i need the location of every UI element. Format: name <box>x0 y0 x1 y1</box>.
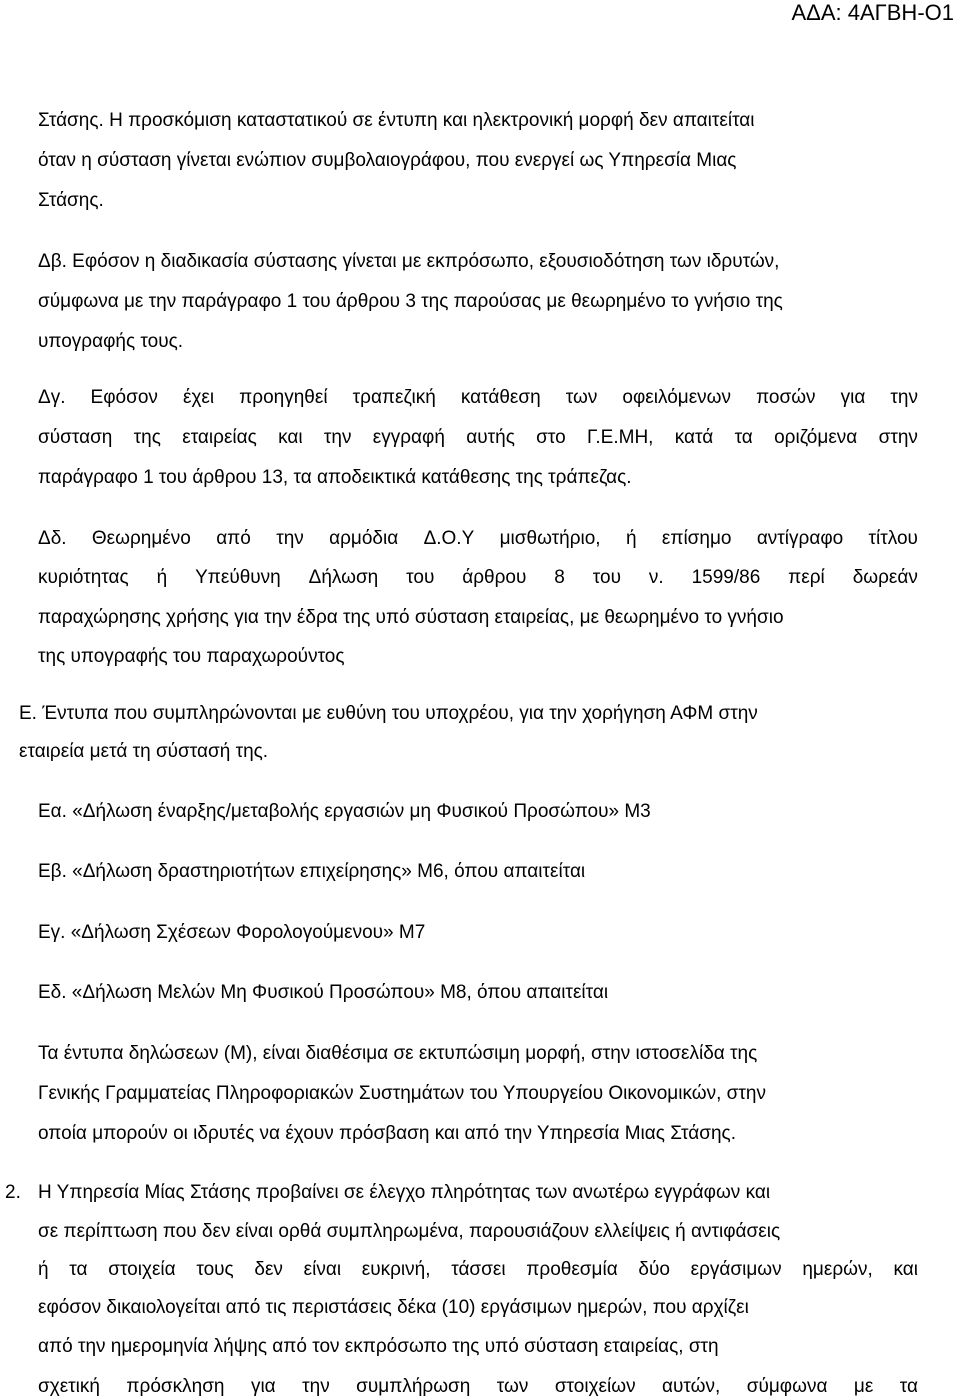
text-line: οποία μπορούν οι ιδρυτές να έχουν πρόσβαση και από την Υπηρεσία Μιας Στάσης. <box>38 1123 736 1144</box>
text-line: παραχώρησης χρήσης για την έδρα της υπό σύσταση εταιρείας, με θεωρημένο το γνήσιο <box>38 607 784 628</box>
text-line: Δδ. Θεωρημένο από την αρμόδια Δ.Ο.Υ μισθωτήριο, ή επίσημο αντίγραφο τίτλου <box>38 528 918 549</box>
text-line: Γενικής Γραμματείας Πληροφοριακών Συστημάτων του Υπουργείου Οικονομικών, στην <box>38 1083 766 1104</box>
text-line: Εβ. «Δήλωση δραστηριοτήτων επιχείρησης» Μ6, όπου απαιτείται <box>38 861 586 882</box>
text-line: ή τα στοιχεία τους δεν είναι ευκρινή, τάσσει προθεσμία δύο εργάσιμων ημερών, και <box>38 1259 918 1280</box>
ada-identifier: ΑΔΑ: 4ΑΓΒΗ-Ο1 <box>791 0 954 25</box>
list-number: 2. <box>5 1182 21 1203</box>
text-line: εφόσον δικαιολογείται από τις περιστάσεις δέκα (10) εργάσιμων ημερών, που αρχίζει <box>38 1297 749 1318</box>
text-line: Ε. Έντυπα που συμπληρώνονται με ευθύνη του υποχρέου, για την χορήγηση ΑΦΜ στην <box>19 703 758 724</box>
text-line: Δγ. Εφόσον έχει προηγηθεί τραπεζική κατάθεση των οφειλόμενων ποσών για την <box>38 387 918 408</box>
text-line: Εα. «Δήλωση έναρξης/μεταβολής εργασιών μη Φυσικού Προσώπου» Μ3 <box>38 801 651 822</box>
text-line: σε περίπτωση που δεν είναι ορθά συμπληρωμένα, παρουσιάζουν ελλείψεις ή αντιφάσεις <box>38 1221 781 1242</box>
text-line: Στάσης. <box>38 190 104 211</box>
text-line: υπογραφής τους. <box>38 331 184 352</box>
text-line: εταιρεία μετά τη σύστασή της. <box>19 741 269 762</box>
text-line: από την ημερομηνία λήψης από τον εκπρόσωπο της υπό σύσταση εταιρείας, στη <box>38 1336 719 1357</box>
text-line: παράγραφο 1 του άρθρου 13, τα αποδεικτικά κατάθεσης της τράπεζας. <box>38 467 632 488</box>
text-line: όταν η σύσταση γίνεται ενώπιον συμβολαιογράφου, που ενεργεί ως Υπηρεσία Μιας <box>38 150 737 171</box>
text-line: της υπογραφής του παραχωρούντος <box>38 646 345 667</box>
text-line: Εγ. «Δήλωση Σχέσεων Φορολογούμενου» Μ7 <box>38 922 426 943</box>
text-line: σχετική πρόσκληση για την συμπλήρωση των στοιχείων αυτών, σύμφωνα με τα <box>38 1376 918 1397</box>
text-line: σύσταση της εταιρείας και την εγγραφή αυτής στο Γ.Ε.ΜΗ, κατά τα οριζόμενα στην <box>38 427 918 448</box>
text-line: Εδ. «Δήλωση Μελών Μη Φυσικού Προσώπου» Μ8, όπου απαιτείται <box>38 982 609 1003</box>
text-line: σύμφωνα με την παράγραφο 1 του άρθρου 3 της παρούσας με θεωρημένο το γνήσιο της <box>38 291 783 312</box>
text-line: Δβ. Εφόσον η διαδικασία σύστασης γίνεται με εκπρόσωπο, εξουσιοδότηση των ιδρυτών, <box>38 251 780 272</box>
text-line: κυριότητας ή Υπεύθυνη Δήλωση του άρθρου 8 του ν. 1599/86 περί δωρεάν <box>38 567 918 588</box>
text-line: Στάσης. Η προσκόμιση καταστατικού σε έντυπη και ηλεκτρονική μορφή δεν απαιτείται <box>38 110 755 131</box>
text-line: Τα έντυπα δηλώσεων (Μ), είναι διαθέσιμα σε εκτυπώσιμη μορφή, στην ιστοσελίδα της <box>38 1043 758 1064</box>
text-line: Η Υπηρεσία Μίας Στάσης προβαίνει σε έλεγχο πληρότητας των ανωτέρω εγγράφων και <box>38 1182 771 1203</box>
